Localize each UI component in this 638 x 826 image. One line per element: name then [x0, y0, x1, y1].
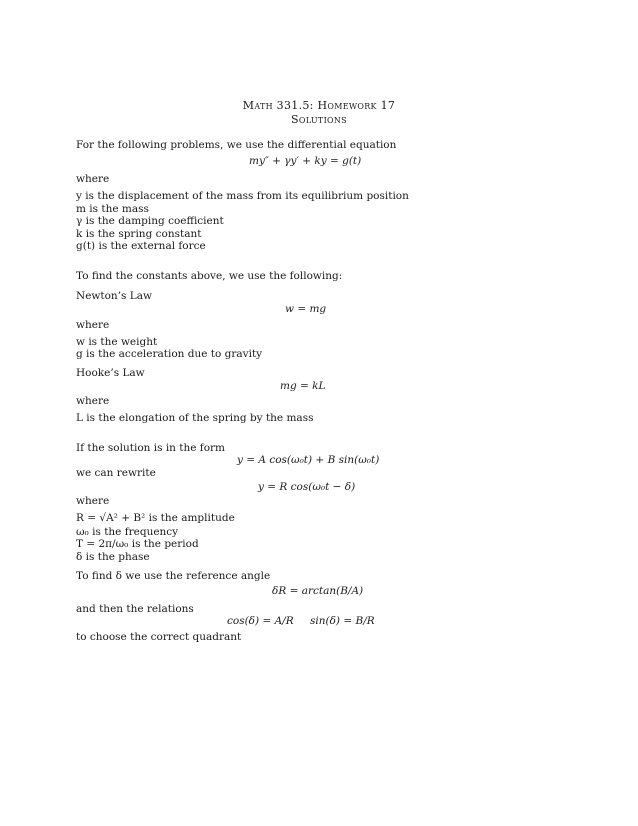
definition-frequency: ω₀ is the frequency [76, 526, 179, 538]
hooke-label: Hooke’s Law [76, 367, 145, 379]
definition-l: L is the elongation of the spring by the mass [76, 412, 314, 424]
newton-where: where [76, 319, 110, 331]
document-title: Math 331.5: Homework 17 [242, 99, 396, 112]
definition-g: g(t) is the external force [76, 240, 206, 252]
intro-text: For the following problems, we use the differential equation [76, 139, 397, 151]
definition-m: m is the mass [76, 203, 149, 215]
definition-amplitude: R = √A² + B² is the amplitude [76, 512, 235, 524]
newton-label: Newton’s Law [76, 290, 152, 302]
solution-where: where [76, 495, 110, 507]
definition-gravity: g is the acceleration due to gravity [76, 348, 263, 360]
definition-period: T = 2π/ω₀ is the period [76, 538, 199, 550]
definition-gamma: γ is the damping coefficient [76, 215, 224, 227]
definition-y: y is the displacement of the mass from its equilibrium position [76, 190, 409, 202]
newton-equation: w = mg [285, 303, 327, 315]
hooke-where: where [76, 395, 110, 407]
definition-w: w is the weight [76, 336, 158, 348]
document-subtitle: Solutions [291, 113, 347, 126]
rewrite-equation: y = R cos(ω₀t − δ) [258, 481, 356, 493]
intro-where: where [76, 173, 110, 185]
solution-equation: y = A cos(ω₀t) + B sin(ω₀t) [237, 454, 380, 466]
rewrite-text: we can rewrite [76, 467, 156, 479]
phase-text: To find δ we use the reference angle [76, 570, 271, 582]
constants-text: To find the constants above, we use the following: [76, 270, 343, 282]
reference-angle-equation: δR = arctan(B/A) [272, 585, 364, 597]
solution-form-text: If the solution is in the form [76, 442, 225, 454]
relations-text: and then the relations [76, 603, 194, 615]
definition-k: k is the spring constant [76, 228, 202, 240]
quadrant-text: to choose the correct quadrant [76, 631, 242, 643]
hooke-equation: mg = kL [280, 380, 326, 392]
definition-phase: δ is the phase [76, 551, 150, 563]
intro-equation: my″ + γy′ + ky = g(t) [249, 155, 362, 167]
relation-cos: cos(δ) = A/R [227, 615, 294, 627]
relation-sin: sin(δ) = B/R [310, 615, 375, 627]
